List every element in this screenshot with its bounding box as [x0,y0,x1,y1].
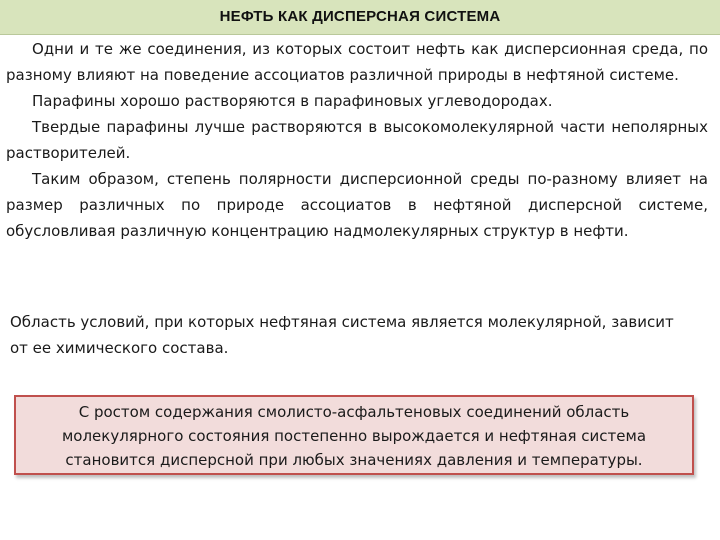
highlight-line: молекулярного состояния постепенно вырождается и нефтяная система [61,427,647,445]
note-line: от ее химического состава. [10,339,229,357]
highlight-line: С ростом содержания смолисто-асфальтеновых соединений область [78,403,630,421]
page-title: НЕФТЬ КАК ДИСПЕРСНАЯ СИСТЕМА [219,8,501,25]
main-text-block [6,36,708,244]
note-line: Область условий, при которых нефтяная система является молекулярной, зависит [10,313,674,331]
highlight-line: становится дисперсной при любых значениях давления и температуры. [65,451,643,469]
title-bar [0,0,720,35]
highlight-box [14,395,694,475]
paragraph-solid-paraffins: Твердые парафины лучше растворяются в высокомолекулярной части неполярных растворителей. [6,118,708,162]
paragraph-paraffins: Парафины хорошо растворяются в парафиновых углеводородах. [32,92,553,110]
paragraph-polarity-conclusion: Таким образом, степень полярности дисперсионной среды по-разному влияет на размер различных по природе ассоциатов в нефтяной дисперсной системе, обусловливая различную концентрацию надмолекулярных структур в нефти. [6,170,708,240]
paragraph-solvent-influence: Одни и те же соединения, из которых состоит нефть как дисперсионная среда, по разному влияют на поведение ассоциатов различной природы в нефтяной системе. [6,40,708,84]
molecular-state-note [10,309,710,361]
